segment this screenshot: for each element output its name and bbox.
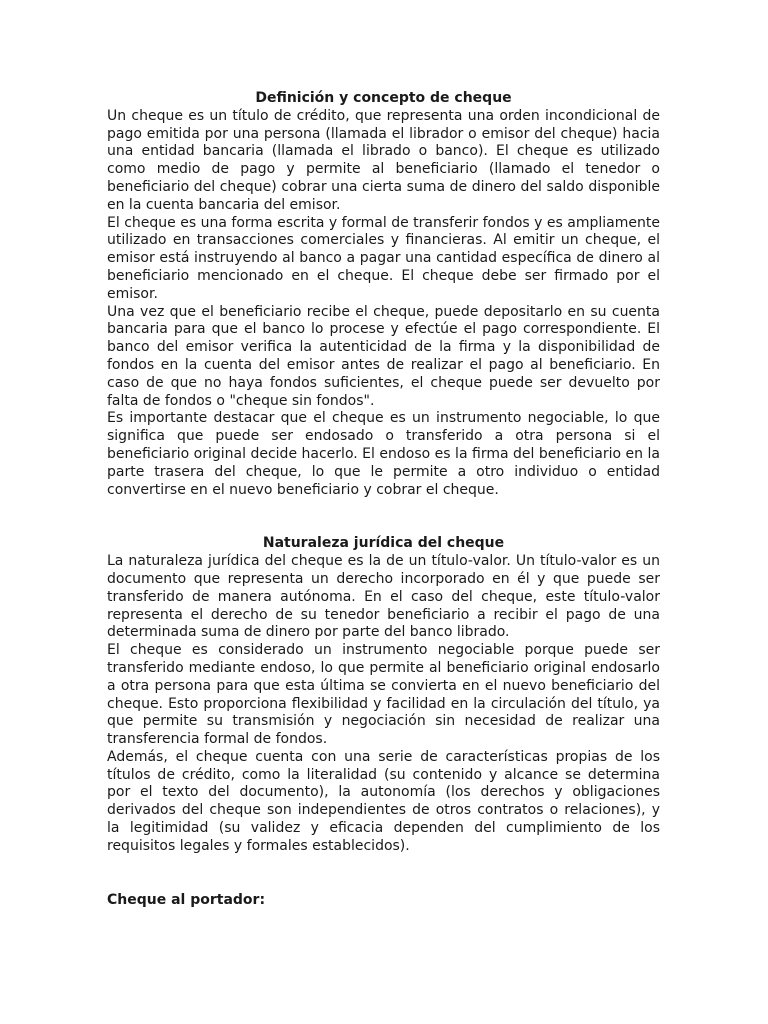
section-spacer (107, 856, 660, 892)
paragraph: Una vez que el beneficiario recibe el cheque, puede depositarlo en su cuenta bancaria para que el banco lo procese y efectúe el pago correspondiente. El banco del emisor verifica la autenticidad de la firma y la disponibilidad de fondos en la cuenta del emisor antes de realizar el pago al beneficiario. En caso de que no haya fondos suficientes, el cheque puede ser devuelto por falta de fondos o "cheque sin fondos". (107, 303, 660, 409)
paragraph: El cheque es considerado un instrumento negociable porque puede ser transferido mediante endoso, lo que permite al beneficiario original endosarlo a otra persona para que esta última se convierta en el nuevo beneficiario del cheque. Esto proporciona flexibilidad y facilidad en la circulación del título, ya que permite su transmisión y negociación sin necesidad de realizar una transferencia formal de fondos. (107, 642, 660, 748)
paragraph: El cheque es una forma escrita y formal de transferir fondos y es ampliamente utilizado en transacciones comerciales y financieras. Al emitir un cheque, el emisor está instruyendo al banco a pagar una cantidad específica de dinero al beneficiario mencionado en el cheque. El cheque debe ser firmado por el emisor. (107, 214, 660, 302)
section-title-naturaleza: Naturaleza jurídica del cheque (262, 535, 505, 552)
section-spacer (107, 499, 660, 535)
section-title-definicion: Definición y concepto de cheque (255, 90, 512, 106)
paragraph: Un cheque es un título de crédito, que representa una orden incondicional de pago emitida por una persona (llamada el librador o emisor del cheque) hacia una entidad bancaria (llamada el librado o banco). El cheque es utilizado como medio de pago y permite al beneficiario (llamado el tenedor o beneficiario del cheque) cobrar una cierta suma de dinero del saldo disponible en la cuenta bancaria del emisor. (107, 107, 660, 213)
section-title-portador: Cheque al portador: (107, 891, 266, 908)
paragraph: Es importante destacar que el cheque es un instrumento negociable, lo que significa que puede ser endosado o transferido a otra persona si el beneficiario original decide hacerlo. El endoso es la firma del beneficiario en la parte trasera del cheque, lo que le permite a otro individuo o entidad convertirse en el nuevo beneficiario y cobrar el cheque. (107, 410, 660, 498)
paragraph: Además, el cheque cuenta con una serie de características propias de los títulos de crédito, como la literalidad (su contenido y alcance se determina por el texto del documento), la autonomía (los derechos y obligaciones derivados del cheque son independientes de otros contratos o relaciones), y la legitimidad (su validez y eficacia dependen del cumplimiento de los requisitos legales y formales establecidos). (107, 748, 660, 854)
paragraph: La naturaleza jurídica del cheque es la de un título-valor. Un título-valor es un documento que representa un derecho incorporado en él y que puede ser transferido de manera autónoma. En el caso del cheque, este título-valor representa el derecho de su tenedor beneficiario a recibir el pago de una determinada suma de dinero por parte del banco librado. (107, 553, 660, 641)
document-body (107, 90, 660, 909)
